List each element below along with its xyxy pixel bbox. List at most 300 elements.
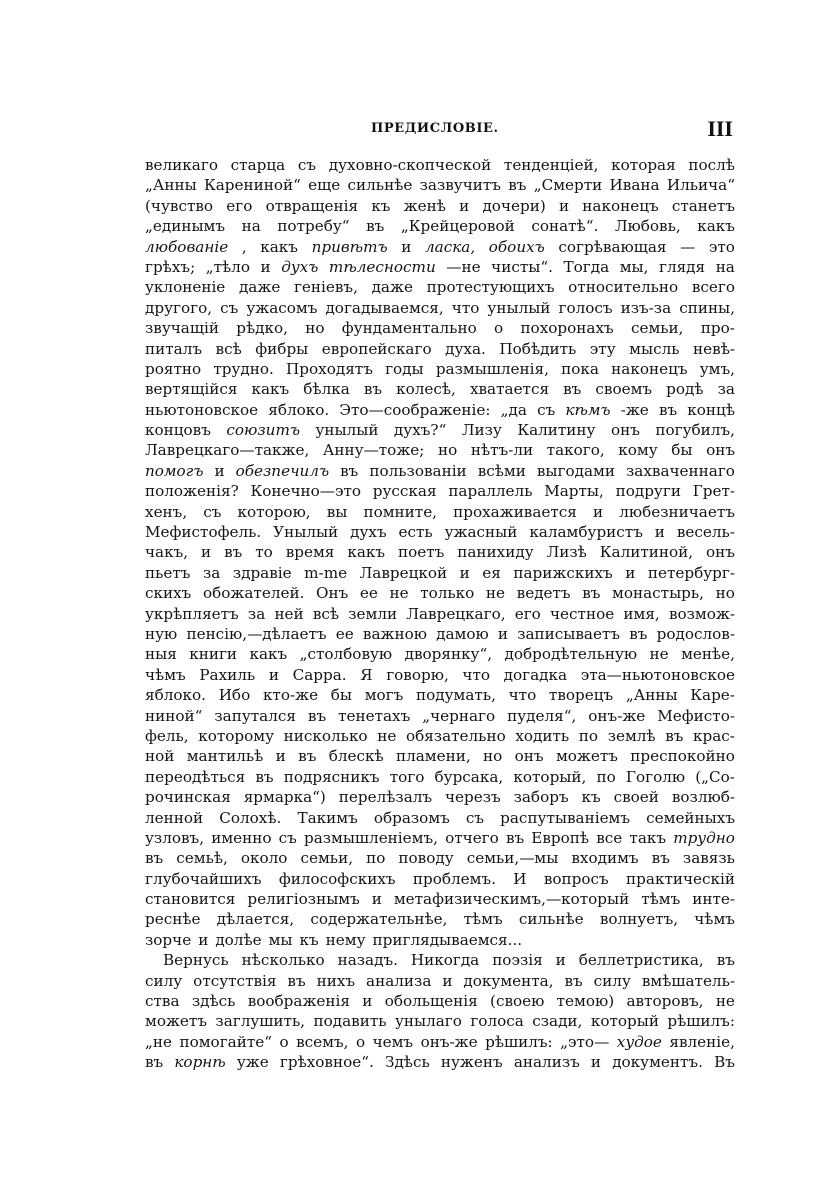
word: но (305, 319, 325, 338)
text-line (145, 746, 735, 766)
word: всѣ (215, 339, 242, 358)
word: Мефисто- (657, 706, 735, 725)
word: онъ-же (588, 706, 646, 725)
word: явленіе, (669, 1032, 735, 1051)
word: Лаврецкаго—также, (145, 441, 310, 460)
word: Калитиной, (599, 543, 694, 562)
word: духъ (350, 523, 387, 542)
word: вертящійся (145, 380, 238, 399)
word: обязательно (405, 726, 506, 745)
word: мысль (629, 339, 680, 358)
word: старца (230, 156, 286, 174)
word: имя, (623, 604, 660, 623)
word: дамою (436, 624, 489, 643)
text-line (145, 175, 735, 195)
word: въ (307, 706, 327, 725)
word: документъ. (612, 1053, 703, 1072)
text-line (145, 237, 735, 257)
word: колесѣ, (396, 380, 456, 399)
word: глубочайшихъ (145, 869, 262, 888)
word: сильнѣе (347, 176, 413, 195)
word: „единымъ (145, 217, 226, 236)
word: ниной“ (145, 706, 203, 725)
word: и (214, 461, 225, 480)
word: есть (398, 523, 433, 542)
word: Каре- (690, 686, 735, 705)
word: корнѣ (174, 1053, 226, 1072)
word: русская (372, 482, 437, 501)
word: съ (297, 156, 317, 174)
word: въ (564, 971, 583, 990)
word: образомъ (373, 808, 450, 827)
word: бы (671, 441, 693, 460)
word: по (596, 767, 616, 786)
text-line (145, 808, 735, 828)
word: унылый (487, 298, 551, 317)
word: пуделя“, (507, 706, 577, 725)
word: авторовъ, (626, 992, 704, 1011)
word: еще (308, 176, 341, 195)
word: и (371, 890, 382, 909)
word: вы (326, 502, 348, 521)
text-line (145, 930, 735, 950)
word: (своею (490, 992, 545, 1011)
word: Лаврецкаго, (406, 604, 506, 623)
word: подавить (313, 1012, 387, 1031)
word: чисты“. (491, 257, 553, 276)
text-line (145, 644, 735, 664)
word: съ (465, 808, 485, 827)
word: документа, (463, 971, 554, 990)
word: отчего (445, 828, 499, 847)
word: на (715, 257, 735, 276)
text-line (145, 685, 735, 705)
word: Никогда (410, 951, 480, 970)
word: ней (274, 604, 304, 623)
word: тенденціей, (503, 156, 599, 174)
word: унылаго (394, 1012, 462, 1031)
word: прохаживается (453, 502, 577, 521)
text-line (145, 542, 735, 562)
word: отсутствія (193, 971, 277, 990)
word: станетъ (671, 196, 735, 215)
word: европейскаго (321, 339, 432, 358)
word: земли (348, 604, 398, 623)
word: мантильѣ (186, 747, 264, 766)
word: , (241, 237, 247, 256)
word: пьетъ (145, 563, 191, 582)
word: сильнѣе (518, 910, 584, 929)
word: но (483, 747, 503, 766)
text-line (145, 991, 735, 1011)
word: Любовь, (614, 217, 681, 236)
word: эта—ньютоновское (580, 665, 735, 684)
word: глядя (659, 257, 706, 276)
word: пользованіи (369, 461, 467, 480)
word: помните, (363, 502, 438, 521)
word: зазвучитъ (419, 176, 501, 195)
word: Карениной“ (203, 176, 301, 195)
word: которая (611, 156, 676, 174)
word: реснѣе (145, 910, 201, 929)
word: въ (658, 400, 678, 419)
word: изъ-за (620, 298, 672, 317)
word: своей (613, 788, 659, 807)
word: и (260, 257, 271, 276)
word: преспокойно (630, 747, 735, 766)
word: чѣмъ (694, 910, 735, 929)
text-line (145, 787, 735, 807)
word: Рахиль (199, 665, 256, 684)
word: и (590, 1053, 602, 1072)
word: уже (236, 1053, 269, 1072)
word: Такимъ (297, 808, 358, 827)
word: и (558, 196, 570, 215)
word: пламени, (395, 747, 471, 766)
word: петербург- (647, 563, 735, 582)
word: могъ (364, 686, 404, 705)
word: записываетъ (517, 624, 621, 643)
word: подрясникъ (283, 767, 380, 786)
text-line (145, 400, 735, 420)
word: инте- (692, 890, 735, 909)
word: семейныхъ (646, 808, 735, 827)
word: весель- (676, 523, 735, 542)
word: съ (220, 298, 239, 317)
word: и (268, 665, 279, 684)
text-line (145, 196, 735, 216)
word: около (240, 849, 288, 868)
word: важною (362, 624, 427, 643)
text-line (145, 706, 735, 726)
word: обольщенія (384, 992, 478, 1011)
word: какъ (347, 543, 386, 562)
word: возлюб- (671, 788, 735, 807)
word: за (202, 563, 221, 582)
word: помогайте“ (179, 1032, 272, 1051)
word: поетъ (397, 543, 445, 562)
word: ньютоновское (145, 400, 259, 419)
word: въ (145, 1053, 164, 1072)
word: практическій (626, 869, 735, 888)
word: въ (582, 584, 601, 603)
word: концѣ (687, 400, 735, 419)
word: только (420, 584, 475, 603)
word: беллетристика, (578, 951, 704, 970)
word: то (255, 543, 273, 562)
text-line (145, 359, 735, 379)
word: фибры (255, 339, 309, 358)
word: (чувство (145, 196, 214, 215)
word: по (366, 849, 386, 868)
word: въ (508, 176, 527, 195)
text-line (145, 522, 735, 542)
word: назадъ. (337, 951, 398, 970)
word: не (377, 726, 397, 745)
word: именно (211, 828, 272, 847)
word: ее (359, 584, 378, 603)
word: и (362, 992, 373, 1011)
word: которому (198, 726, 275, 745)
word: другого, (145, 298, 213, 317)
text-line (145, 502, 735, 522)
word: метафизическимъ,—который (393, 890, 630, 909)
word: союзитъ (226, 421, 300, 440)
word: но (437, 441, 458, 460)
word: ленной (145, 808, 204, 827)
word: рѣдко, (236, 319, 288, 338)
word: послѣ (688, 156, 735, 174)
word: согрѣвающая (558, 237, 667, 256)
word: любезничаетъ (619, 502, 735, 521)
word: говорю, (386, 665, 449, 684)
word: въ (651, 849, 670, 868)
word: и (654, 523, 665, 542)
word: „Смерти (533, 176, 603, 195)
word: ужасный (444, 523, 518, 542)
word: какъ (251, 380, 290, 399)
word: какъ (260, 237, 298, 256)
word: Грет- (692, 482, 735, 501)
word: — (680, 237, 696, 256)
word: чакъ, (145, 543, 189, 562)
word: Ильича“ (666, 176, 735, 195)
word: Лаврецкой (359, 563, 448, 582)
word: силу (593, 971, 631, 990)
word: Конечно—это (250, 482, 362, 501)
word: И (513, 869, 527, 888)
word: въ (665, 726, 684, 745)
text-line (145, 481, 735, 501)
word: къ (299, 930, 319, 949)
word: подумать, (416, 686, 496, 705)
word: и (555, 951, 566, 970)
word: приглядываемся... (372, 930, 523, 949)
word: того (389, 767, 425, 786)
word: размышленіемъ, (303, 828, 438, 847)
word: духъ (281, 257, 319, 276)
word: и (593, 502, 604, 521)
word: всего (691, 278, 735, 297)
text-line (145, 950, 735, 970)
word: всѣми (477, 461, 526, 480)
word: становится (145, 890, 236, 909)
word: „Крейцеровой (400, 217, 515, 236)
text-line (145, 971, 735, 991)
word: за (247, 604, 266, 623)
page-title: ПРЕДИСЛОВІЕ. (371, 121, 499, 136)
word: мы, (619, 257, 649, 276)
word: Солохѣ. (219, 808, 282, 827)
word: пенсію,—дѣлаетъ (186, 624, 327, 643)
word: въ (145, 849, 164, 868)
word: нѣтъ-ли (470, 441, 534, 460)
word: онъ (610, 421, 640, 440)
word: нему (325, 930, 366, 949)
word: Вернусь (163, 951, 229, 970)
word: про- (700, 319, 735, 338)
word: пока (561, 359, 599, 378)
word: Тогда (563, 257, 610, 276)
text-line (145, 339, 735, 359)
word: ярмарка“) (243, 788, 326, 807)
word: трудно (673, 828, 735, 847)
word: Ибо (218, 686, 251, 705)
word: духа. (445, 339, 486, 358)
word: потребу“ (277, 217, 350, 236)
word: ную (145, 624, 178, 643)
word: въ (298, 747, 317, 766)
word: въ (563, 380, 582, 399)
word: можетъ (145, 1012, 207, 1031)
word: роятно (145, 359, 202, 378)
text-line (145, 604, 735, 624)
word: („Со- (695, 767, 735, 786)
word: фундаментально (341, 319, 477, 338)
word: Проходятъ (286, 359, 373, 378)
word: можетъ (555, 747, 618, 766)
word: Мефистофель. (145, 523, 262, 542)
word: скихъ (145, 584, 192, 603)
text-line (145, 869, 735, 889)
word: звучащій (145, 319, 219, 338)
word: но (715, 584, 735, 603)
word: и (459, 563, 470, 582)
word: за (717, 380, 735, 399)
word: мы (268, 930, 293, 949)
word: догадка (503, 665, 568, 684)
word: анализъ (513, 1053, 580, 1072)
word: наконецъ (582, 196, 659, 215)
word: философскихъ (278, 869, 396, 888)
text-line (145, 257, 735, 277)
word: и (497, 624, 509, 643)
word: зорче (145, 930, 192, 949)
text-line (145, 828, 735, 848)
word: Въ (714, 1053, 735, 1072)
word: о (494, 319, 504, 338)
word: семьи, (300, 849, 354, 868)
word: дочери) (482, 196, 546, 215)
word: чемъ (372, 1032, 414, 1051)
word: и (201, 543, 212, 562)
word: и (625, 563, 636, 582)
word: обезпечилъ (235, 461, 330, 480)
word: Побѣдить (499, 339, 577, 358)
word: невѣ- (693, 339, 735, 358)
word: спины, (679, 298, 735, 317)
word: ласка, (424, 237, 476, 256)
word: входимъ (571, 849, 639, 868)
word: протестующихъ (426, 278, 555, 297)
word: по (578, 726, 599, 745)
word: сзади, (532, 1012, 583, 1031)
word: ее (335, 624, 354, 643)
word: вопросъ (543, 869, 609, 888)
word: укрѣпляетъ (145, 604, 239, 623)
text-line (145, 1011, 735, 1031)
word: и (459, 196, 470, 215)
word: монастырь, (612, 584, 704, 603)
word: „чернаго (422, 706, 496, 725)
word: къ (581, 788, 601, 807)
word: нисколько (283, 726, 368, 745)
word: къ (371, 196, 391, 215)
word: о (355, 1032, 366, 1051)
word: Лизѣ (546, 543, 587, 562)
word: въ (287, 971, 306, 990)
word: которою, (237, 502, 311, 521)
word: Марты, (544, 482, 604, 501)
word: бы (330, 686, 353, 705)
word: параллель (448, 482, 533, 501)
word: дѣлается, (216, 910, 295, 929)
word: перелѣзалъ (338, 788, 433, 807)
word: Унылый (273, 523, 339, 542)
running-head (145, 118, 735, 144)
word: все (596, 828, 623, 847)
word: что (451, 298, 480, 317)
word: который (590, 1012, 659, 1031)
word: въ (716, 951, 735, 970)
word: тѣлесности (328, 257, 436, 276)
word: погубилъ, (655, 421, 735, 440)
word: рѣшилъ: (485, 1032, 553, 1051)
word: темою) (556, 992, 615, 1011)
text-line (145, 1052, 735, 1072)
word: „Анны (625, 686, 678, 705)
word: вмѣшатель- (641, 971, 735, 990)
word: тѣмъ (641, 890, 681, 909)
word: похоронахъ (520, 319, 614, 338)
word: не (485, 584, 506, 603)
word: съ (537, 400, 556, 419)
word: наконецъ (611, 359, 688, 378)
word: переодѣться (145, 767, 246, 786)
text-line (145, 665, 735, 685)
word: духовно-скопческой (328, 156, 492, 174)
body-text (145, 155, 735, 1073)
word: время (285, 543, 335, 562)
word: въ (505, 828, 525, 847)
word: „тѣло (205, 257, 250, 276)
word: его (226, 196, 253, 215)
word: онъ (706, 543, 735, 562)
word: рочинская (145, 788, 231, 807)
word: заглушить, (215, 1012, 306, 1031)
word: силу (145, 971, 183, 990)
word: возмож- (668, 604, 735, 623)
word: ной (145, 747, 175, 766)
word: геніевъ, (293, 278, 358, 297)
word: не (389, 584, 409, 603)
text-line (145, 298, 735, 318)
word: это (708, 237, 735, 256)
word: завязь (682, 849, 735, 868)
word: воображенія (247, 992, 350, 1011)
word: творецъ (548, 686, 614, 705)
word: яблоко. (268, 400, 330, 419)
word: и (442, 971, 453, 990)
word: Онъ (316, 584, 349, 603)
word: любованіе (145, 237, 229, 256)
word: запутался (214, 706, 296, 725)
word: „Анны (145, 176, 197, 195)
word: Я (360, 665, 373, 684)
word: поэзія (492, 951, 543, 970)
word: отвращенія (265, 196, 359, 215)
word: хватается (469, 380, 550, 399)
